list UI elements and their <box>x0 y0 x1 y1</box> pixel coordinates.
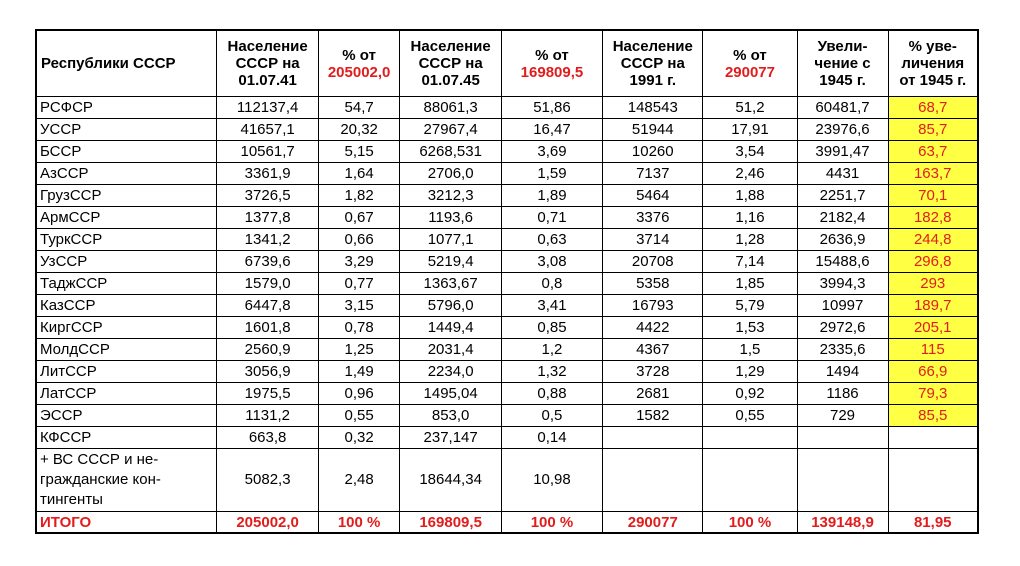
table-row <box>36 317 978 339</box>
table-cell: 2,48 <box>318 449 400 512</box>
total-cell: 169809,5 <box>400 512 501 534</box>
table-cell: 1449,4 <box>400 317 501 339</box>
table-cell: 1341,2 <box>217 229 318 251</box>
table-cell: 4431 <box>797 163 888 185</box>
table-cell: 2031,4 <box>400 339 501 361</box>
republic-name: ЛатССР <box>36 383 217 405</box>
table-row <box>36 97 978 119</box>
column-header-text: личения <box>901 55 965 72</box>
table-cell: 3376 <box>603 207 703 229</box>
table-cell: 6268,531 <box>400 141 501 163</box>
table-cell: 182,8 <box>888 207 978 229</box>
table-cell: 66,9 <box>888 361 978 383</box>
table-cell: 5464 <box>603 185 703 207</box>
table-cell: 88061,3 <box>400 97 501 119</box>
table-cell: 2636,9 <box>797 229 888 251</box>
table-cell: 7137 <box>603 163 703 185</box>
table-row <box>36 119 978 141</box>
table-cell: 2234,0 <box>400 361 501 383</box>
table-cell: 0,32 <box>318 427 400 449</box>
table-cell: 2251,7 <box>797 185 888 207</box>
total-cell: 100 % <box>318 512 400 534</box>
column-header <box>501 30 602 97</box>
table-cell: 2560,9 <box>217 339 318 361</box>
column-header-text: 1991 г. <box>629 72 676 89</box>
republic-name: УССР <box>36 119 217 141</box>
table-cell: 3991,47 <box>797 141 888 163</box>
table-cell: 205,1 <box>888 317 978 339</box>
republic-name: + ВС СССР и не-гражданские кон-тингенты <box>36 449 217 512</box>
republic-name: РСФСР <box>36 97 217 119</box>
column-header-text: 01.07.41 <box>238 72 297 89</box>
table-cell: 1975,5 <box>217 383 318 405</box>
table-row <box>36 273 978 295</box>
column-header-text: Республики СССР <box>41 55 176 72</box>
table-cell: 1,82 <box>318 185 400 207</box>
republic-name: МолдССР <box>36 339 217 361</box>
column-header-text: 1945 г. <box>819 72 866 89</box>
table-cell: 85,5 <box>888 405 978 427</box>
republic-name: АрмССР <box>36 207 217 229</box>
column-header-text: % от <box>535 46 569 64</box>
republic-name: ТаджССР <box>36 273 217 295</box>
column-header <box>603 30 703 97</box>
table-cell: 10561,7 <box>217 141 318 163</box>
table-cell <box>703 449 797 512</box>
table-cell: 1494 <box>797 361 888 383</box>
table-cell: 663,8 <box>217 427 318 449</box>
table-cell: 0,67 <box>318 207 400 229</box>
table-cell <box>603 449 703 512</box>
column-header-text: СССР на <box>235 55 300 72</box>
table-cell: 0,5 <box>501 405 602 427</box>
table-cell: 16,47 <box>501 119 602 141</box>
table-cell: 5,15 <box>318 141 400 163</box>
table-cell: 0,85 <box>501 317 602 339</box>
total-cell: 290077 <box>603 512 703 534</box>
table-cell: 1579,0 <box>217 273 318 295</box>
table-cell: 1601,8 <box>217 317 318 339</box>
table-cell: 1077,1 <box>400 229 501 251</box>
column-header-text: Население <box>612 38 693 55</box>
total-label: ИТОГО <box>36 512 217 534</box>
total-cell: 81,95 <box>888 512 978 534</box>
column-header-text: % уве- <box>908 38 957 55</box>
table-cell: 23976,6 <box>797 119 888 141</box>
table-cell: 3212,3 <box>400 185 501 207</box>
table-cell: 1495,04 <box>400 383 501 405</box>
table-cell: 729 <box>797 405 888 427</box>
table-cell: 1,88 <box>703 185 797 207</box>
table-cell: 1186 <box>797 383 888 405</box>
table-cell: 163,7 <box>888 163 978 185</box>
column-header-text: 01.07.45 <box>421 72 480 89</box>
republic-name: ТуркССР <box>36 229 217 251</box>
table-header <box>36 30 978 97</box>
table-cell: 244,8 <box>888 229 978 251</box>
table-row <box>36 207 978 229</box>
table-cell: 1,85 <box>703 273 797 295</box>
table-cell: 41657,1 <box>217 119 318 141</box>
total-cell: 205002,0 <box>217 512 318 534</box>
table-cell: 4367 <box>603 339 703 361</box>
table-cell: 0,63 <box>501 229 602 251</box>
republic-name: КазССР <box>36 295 217 317</box>
table-cell: 20,32 <box>318 119 400 141</box>
table-cell: 1,89 <box>501 185 602 207</box>
table-cell <box>603 427 703 449</box>
table-cell: 1,28 <box>703 229 797 251</box>
table-row <box>36 295 978 317</box>
table-cell: 1193,6 <box>400 207 501 229</box>
table-cell: 10,98 <box>501 449 602 512</box>
table-cell: 0,55 <box>703 405 797 427</box>
table-cell: 112137,4 <box>217 97 318 119</box>
table-cell: 3714 <box>603 229 703 251</box>
table-cell: 51944 <box>603 119 703 141</box>
column-header-text: Увели- <box>817 38 868 55</box>
table-cell: 5,79 <box>703 295 797 317</box>
column-header <box>36 30 217 97</box>
table-cell: 0,96 <box>318 383 400 405</box>
column-header-text: чение с <box>814 55 871 72</box>
table-cell: 68,7 <box>888 97 978 119</box>
table-cell: 1,5 <box>703 339 797 361</box>
column-header <box>703 30 797 97</box>
table-cell: 79,3 <box>888 383 978 405</box>
table-cell: 0,77 <box>318 273 400 295</box>
table-cell: 3056,9 <box>217 361 318 383</box>
table-row <box>36 229 978 251</box>
table-cell: 1,25 <box>318 339 400 361</box>
table-cell: 15488,6 <box>797 251 888 273</box>
republic-name: АзССР <box>36 163 217 185</box>
column-header-base-value: 290077 <box>724 63 775 81</box>
table-cell: 18644,34 <box>400 449 501 512</box>
table-cell: 0,14 <box>501 427 602 449</box>
table-cell: 1377,8 <box>217 207 318 229</box>
table-cell: 63,7 <box>888 141 978 163</box>
population-table <box>35 29 979 534</box>
table-body <box>36 97 978 534</box>
table-row <box>36 251 978 273</box>
table-cell <box>703 427 797 449</box>
table-cell: 70,1 <box>888 185 978 207</box>
table-cell: 189,7 <box>888 295 978 317</box>
table-cell: 5358 <box>603 273 703 295</box>
table-row <box>36 339 978 361</box>
table-row <box>36 383 978 405</box>
column-header-text: СССР на <box>418 55 483 72</box>
table-cell: 237,147 <box>400 427 501 449</box>
table-cell: 5796,0 <box>400 295 501 317</box>
table-cell: 2182,4 <box>797 207 888 229</box>
table-cell: 296,8 <box>888 251 978 273</box>
table-cell: 27967,4 <box>400 119 501 141</box>
table-cell: 10997 <box>797 295 888 317</box>
table-cell: 3726,5 <box>217 185 318 207</box>
table-cell: 0,8 <box>501 273 602 295</box>
column-header-text: от 1945 г. <box>899 72 967 89</box>
republic-name: ЭССР <box>36 405 217 427</box>
table-cell: 3994,3 <box>797 273 888 295</box>
column-header-text: Население <box>410 38 491 55</box>
table-cell: 0,66 <box>318 229 400 251</box>
table-cell: 54,7 <box>318 97 400 119</box>
total-row <box>36 512 978 534</box>
table-cell <box>888 449 978 512</box>
republic-name: УзССР <box>36 251 217 273</box>
column-header <box>888 30 978 97</box>
republic-name: ГрузССР <box>36 185 217 207</box>
total-cell: 100 % <box>703 512 797 534</box>
table-cell: 1131,2 <box>217 405 318 427</box>
table-cell: 2972,6 <box>797 317 888 339</box>
table-cell: 3,08 <box>501 251 602 273</box>
table-cell: 5082,3 <box>217 449 318 512</box>
table-cell: 853,0 <box>400 405 501 427</box>
table-cell <box>888 427 978 449</box>
table-cell: 3361,9 <box>217 163 318 185</box>
table-row <box>36 185 978 207</box>
table-cell: 3,15 <box>318 295 400 317</box>
table-cell: 1582 <box>603 405 703 427</box>
republic-name: КФССР <box>36 427 217 449</box>
column-header-text: % от <box>342 46 376 64</box>
table-cell: 3,41 <box>501 295 602 317</box>
total-cell: 100 % <box>501 512 602 534</box>
republic-name: БССР <box>36 141 217 163</box>
table-row <box>36 163 978 185</box>
column-header-text: Население <box>227 38 308 55</box>
table-cell: 115 <box>888 339 978 361</box>
column-header-text: СССР на <box>620 55 685 72</box>
table-row <box>36 405 978 427</box>
table-cell: 1,59 <box>501 163 602 185</box>
table-cell: 51,86 <box>501 97 602 119</box>
column-header-base-value: 169809,5 <box>520 63 584 81</box>
table-cell: 3,54 <box>703 141 797 163</box>
table-cell: 3,29 <box>318 251 400 273</box>
column-header <box>217 30 318 97</box>
table-cell: 4422 <box>603 317 703 339</box>
column-header-base-value: 205002,0 <box>327 63 391 81</box>
table-row <box>36 361 978 383</box>
table-cell: 60481,7 <box>797 97 888 119</box>
table-cell <box>797 427 888 449</box>
table-cell: 85,7 <box>888 119 978 141</box>
table-cell: 16793 <box>603 295 703 317</box>
table-cell: 1,16 <box>703 207 797 229</box>
table-cell: 1,64 <box>318 163 400 185</box>
table-cell: 7,14 <box>703 251 797 273</box>
table-cell: 0,71 <box>501 207 602 229</box>
table-cell: 17,91 <box>703 119 797 141</box>
table-cell: 0,55 <box>318 405 400 427</box>
table-cell: 293 <box>888 273 978 295</box>
table-cell: 1,32 <box>501 361 602 383</box>
table-cell: 1363,67 <box>400 273 501 295</box>
table-cell: 1,53 <box>703 317 797 339</box>
table-cell: 1,29 <box>703 361 797 383</box>
table-cell: 6447,8 <box>217 295 318 317</box>
table-cell: 1,49 <box>318 361 400 383</box>
table-row <box>36 449 978 512</box>
republic-name: ЛитССР <box>36 361 217 383</box>
table-cell: 51,2 <box>703 97 797 119</box>
column-header-text: % от <box>733 46 767 64</box>
table-cell: 3,69 <box>501 141 602 163</box>
table-cell: 2,46 <box>703 163 797 185</box>
column-header <box>797 30 888 97</box>
table-row <box>36 141 978 163</box>
table-cell <box>797 449 888 512</box>
column-header <box>400 30 501 97</box>
table-cell: 148543 <box>603 97 703 119</box>
table-cell: 0,88 <box>501 383 602 405</box>
table-cell: 3728 <box>603 361 703 383</box>
table-cell: 2335,6 <box>797 339 888 361</box>
table-cell: 5219,4 <box>400 251 501 273</box>
table-row <box>36 427 978 449</box>
total-cell: 139148,9 <box>797 512 888 534</box>
table-cell: 0,92 <box>703 383 797 405</box>
table-cell: 0,78 <box>318 317 400 339</box>
table-cell: 6739,6 <box>217 251 318 273</box>
header-row <box>36 30 978 97</box>
table-cell: 1,2 <box>501 339 602 361</box>
column-header <box>318 30 400 97</box>
table-cell: 10260 <box>603 141 703 163</box>
republic-name: КиргССР <box>36 317 217 339</box>
table-cell: 20708 <box>603 251 703 273</box>
table-cell: 2706,0 <box>400 163 501 185</box>
table-cell: 2681 <box>603 383 703 405</box>
